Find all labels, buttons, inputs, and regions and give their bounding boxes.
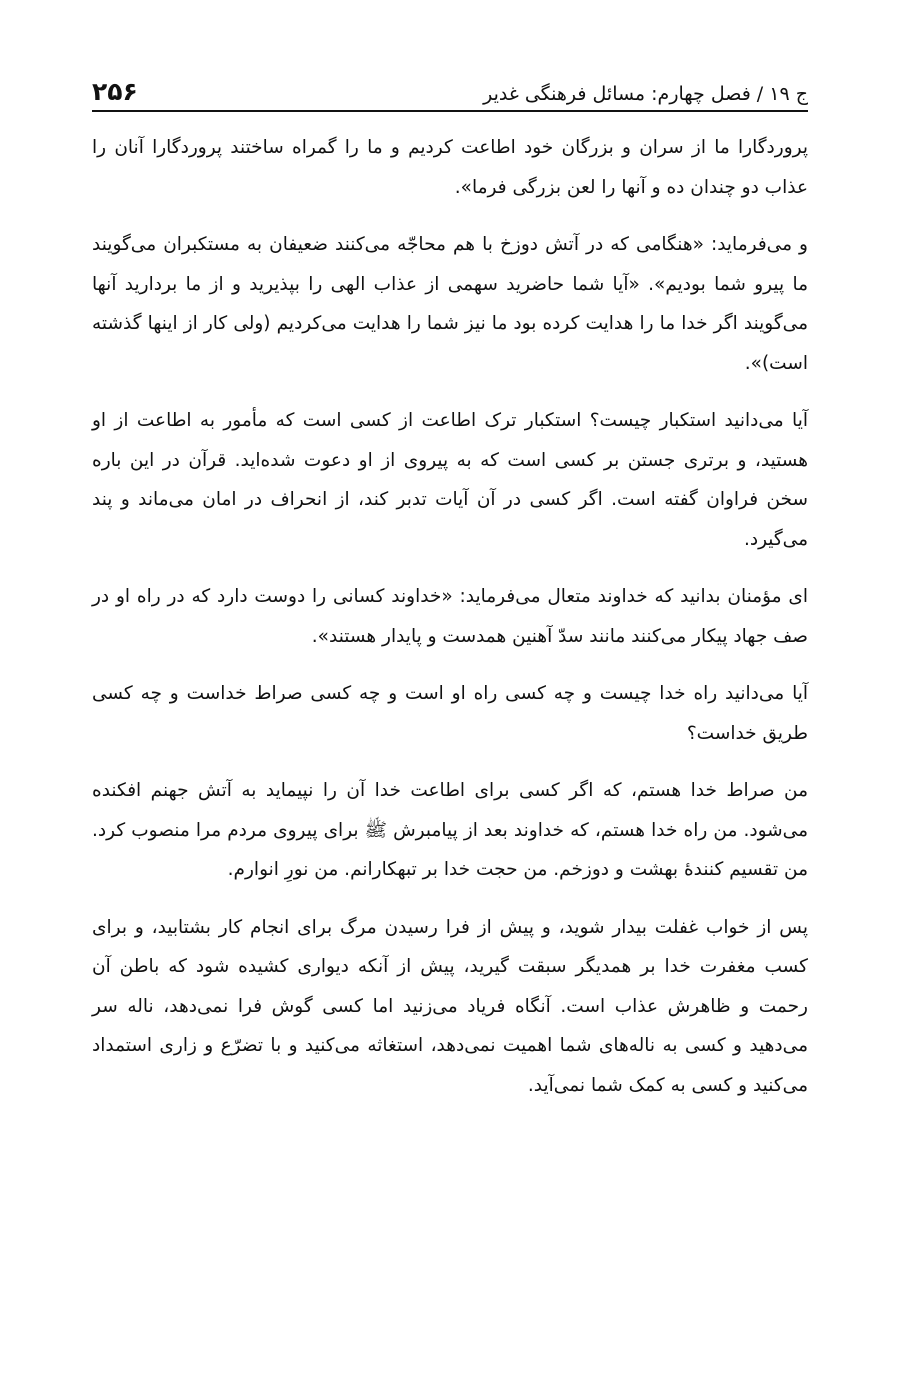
page-number: ۲۵۶ bbox=[92, 77, 138, 106]
paragraph: ای مؤمنان بدانید که خداوند متعال می‌فرماید: «خداوند کسانی را دوست دارد که در راه او در صف جهاد پیکار می‌کنند مانند سدّ آهنین همدست و پایدار هستند». bbox=[92, 586, 808, 647]
paragraph: پس از خواب غفلت بیدار شوید، و پیش از فرا رسیدن مرگ برای انجام کار بشتابید، و برای کسب مغفرت خدا بر همدیگر سبقت گیرید، پیش از آنکه دیواری کشیده شود که باطن آن رحمت و ظاهرش عذاب است. آنگاه فریاد می‌زنید اما کسی گوش فرا نمی‌دهد، ناله سر می‌دهید و کسی به ناله‌های شما اهمیت نمی‌دهد، استغاثه می‌کنید و با تضرّع و زاری استمداد می‌کنید و کسی به کمک شما نمی‌آید. bbox=[92, 916, 808, 1096]
paragraph: من صراط خدا هستم، که اگر کسی برای اطاعت خدا آن را نپیماید به آتش جهنم افکنده می‌شود. من راه خدا هستم، که خداوند بعد از پیامبرش ﷺ برای پیروی مردم مرا منصوب کرد. من تقسیم کنندهٔ بهشت و دوزخم. من حجت خدا بر تبهکارانم. من نورِ انوارم. bbox=[92, 780, 808, 880]
paragraph: آیا می‌دانید استکبار چیست؟ استکبار ترک اطاعت از کسی است که مأمور به اطاعت از او هستید، و برتری جستن بر کسی است که به پیروی از او دعوت شده‌اید. قرآن در این باره سخن فراوان گفته است. اگر کسی در آن آیات تدبر کند، از انحراف در امان می‌ماند و پند می‌گیرد. bbox=[92, 410, 808, 550]
paragraph: و می‌فرماید: «هنگامی که در آتش دوزخ با هم محاجّه می‌کنند ضعیفان به مستکبران می‌گویند ما پیرو شما بودیم». «آیا شما حاضرید سهمی از عذاب الهی را بپذیرید و از ما بردارید آنها می‌گویند اگر خدا ما را هدایت کرده بود ما نیز شما را هدایت می‌کردیم (ولی کار از اینها گذشته است)». bbox=[92, 234, 808, 374]
paragraph: پروردگارا ما از سران و بزرگان خود اطاعت کردیم و ما را گمراه ساختند پروردگارا آنان را عذاب دو چندان ده و آنها را لعن بزرگی فرما». bbox=[92, 137, 808, 198]
body-text bbox=[92, 128, 808, 1105]
page-header bbox=[92, 62, 808, 112]
book-page bbox=[92, 62, 808, 1123]
running-title: ج ۱۹ / فصل چهارم: مسائل فرهنگی غدیر bbox=[483, 83, 808, 105]
paragraph: آیا می‌دانید راه خدا چیست و چه کسی راه او است و چه کسی صراط خداست و چه کسی طریق خداست؟ bbox=[92, 683, 808, 744]
